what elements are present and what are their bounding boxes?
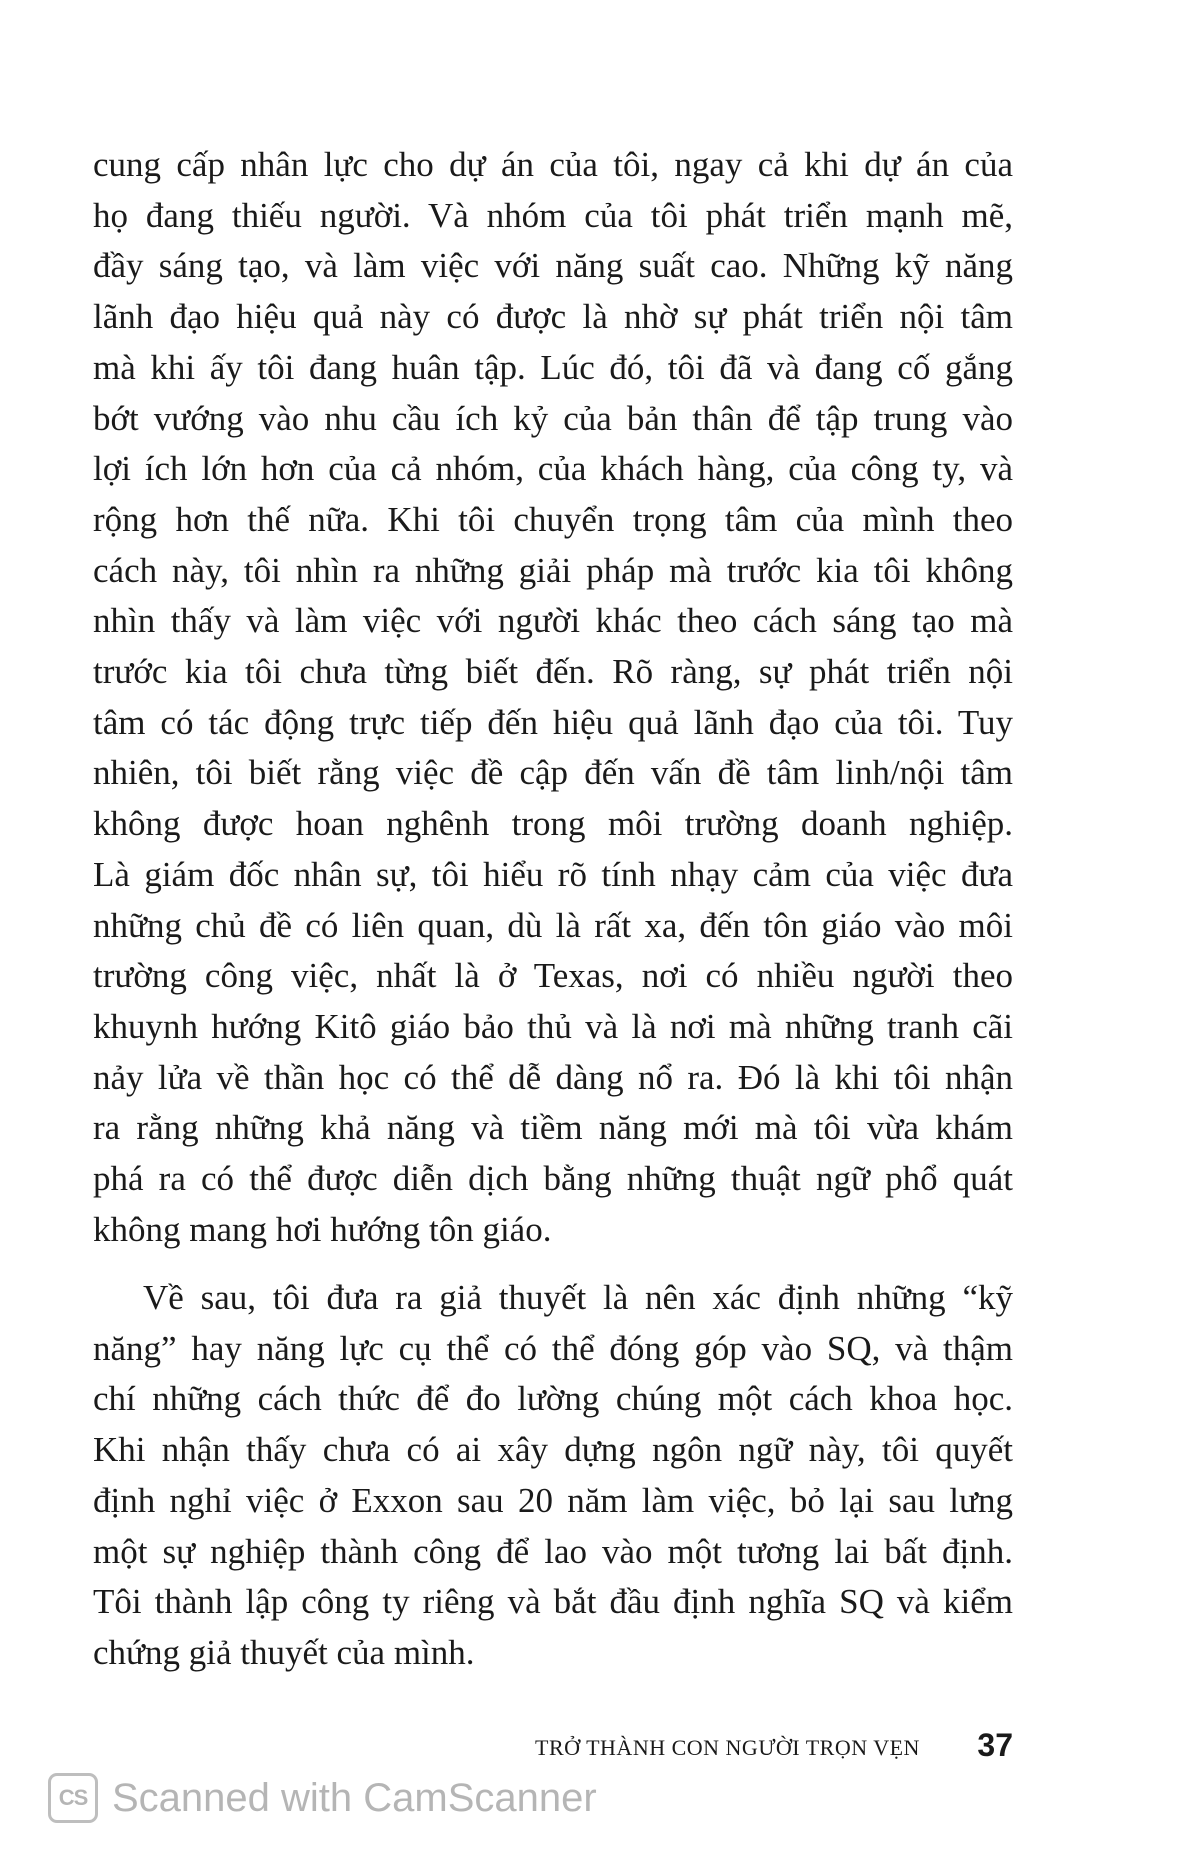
running-head: TRỞ THÀNH CON NGƯỜI TRỌN VẸN	[535, 1735, 920, 1760]
text-line: phá ra có thể được diễn dịch bằng những thuật ngữ phổ quát	[93, 1159, 1013, 1199]
text-line: nảy lửa về thần học có thể dễ dàng nổ ra. Đó là khi tôi nhận	[93, 1057, 1013, 1097]
text-line: cách này, tôi nhìn ra những giải pháp mà trước kia tôi không	[93, 550, 1013, 590]
paragraph-1	[93, 140, 1013, 1255]
text-line: không được hoan nghênh trong môi trường doanh nghiệp.	[93, 804, 1013, 844]
text-line: rộng hơn thế nữa. Khi tôi chuyển trọng tâm của mình theo	[93, 499, 1013, 539]
text-line: định nghỉ việc ở Exxon sau 20 năm làm việc, bỏ lại sau lưng	[93, 1480, 1013, 1520]
text-line: mà khi ấy tôi đang huân tập. Lúc đó, tôi đã và đang cố gắng	[93, 347, 1013, 387]
logo-text: CS	[58, 1785, 88, 1810]
text-line: cung cấp nhân lực cho dự án của tôi, ngay cả khi dự án của	[93, 145, 1013, 184]
text-line: nhiên, tôi biết rằng việc đề cập đến vấn đề tâm linh/nội tâm	[93, 753, 1013, 793]
text-line: những chủ đề có liên quan, dù là rất xa, đến tôn giáo vào môi	[93, 905, 1013, 945]
watermark-text: Scanned with CamScanner	[112, 1775, 597, 1820]
camscanner-logo-icon	[48, 1773, 98, 1823]
text-line: Khi nhận thấy chưa có ai xây dựng ngôn ngữ này, tôi quyết	[93, 1430, 1013, 1470]
text-line: trước kia tôi chưa từng biết đến. Rõ ràng, sự phát triển nội	[93, 652, 1013, 692]
text-line: Tôi thành lập công ty riêng và bắt đầu định nghĩa SQ và kiểm	[93, 1582, 1013, 1622]
text-line: họ đang thiếu người. Và nhóm của tôi phát triển mạnh mẽ,	[93, 195, 1013, 235]
page-number: 37	[977, 1727, 1013, 1763]
text-line: chứng giả thuyết của mình.	[93, 1632, 475, 1672]
paragraph-2	[93, 1273, 1013, 1679]
text-line: nhìn thấy và làm việc với người khác theo cách sáng tạo mà	[93, 601, 1013, 641]
text-line: tâm có tác động trực tiếp đến hiệu quả lãnh đạo của tôi. Tuy	[93, 702, 1013, 742]
text-line: một sự nghiệp thành công để lao vào một tương lai bất định.	[93, 1531, 1013, 1571]
camscanner-watermark	[48, 1768, 597, 1828]
text-line: Về sau, tôi đưa ra giả thuyết là nên xác định những “kỹ	[143, 1278, 1013, 1317]
page-footer	[535, 1727, 1013, 1767]
text-line: năng” hay năng lực cụ thể có thể đóng góp vào SQ, và thậm	[93, 1328, 1013, 1368]
text-line: lãnh đạo hiệu quả này có được là nhờ sự phát triển nội tâm	[93, 297, 1013, 337]
text-line: đầy sáng tạo, và làm việc với năng suất cao. Những kỹ năng	[93, 246, 1013, 286]
text-line: chí những cách thức để đo lường chúng một cách khoa học.	[93, 1379, 1013, 1419]
text-line: Là giám đốc nhân sự, tôi hiểu rõ tính nhạy cảm của việc đưa	[93, 854, 1013, 894]
text-line: bớt vướng vào nhu cầu ích kỷ của bản thân để tập trung vào	[93, 398, 1013, 438]
text-line: khuynh hướng Kitô giáo bảo thủ và là nơi mà những tranh cãi	[93, 1006, 1013, 1046]
text-line: ra rằng những khả năng và tiềm năng mới mà tôi vừa khám	[93, 1108, 1013, 1148]
text-line: không mang hơi hướng tôn giáo.	[93, 1209, 552, 1249]
text-line: lợi ích lớn hơn của cả nhóm, của khách hàng, của công ty, và	[93, 449, 1013, 489]
text-line: trường công việc, nhất là ở Texas, nơi có nhiều người theo	[93, 956, 1013, 996]
